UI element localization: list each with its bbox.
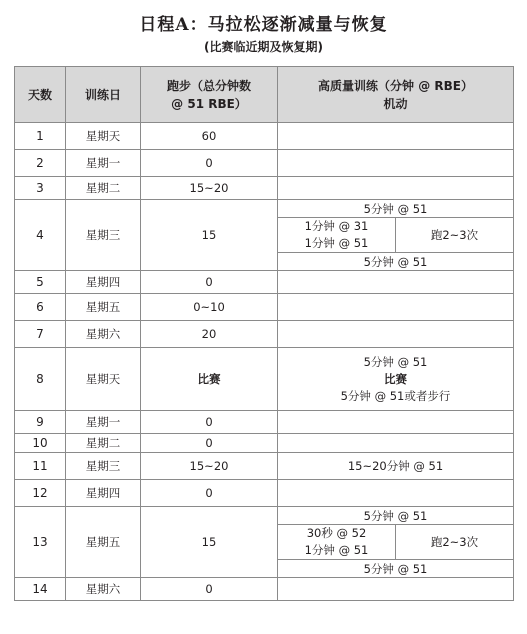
quality-interval	[278, 218, 396, 253]
quality-cell	[278, 434, 514, 453]
quality-repeat: 跑2~3次	[430, 535, 479, 549]
day-cell: 8	[15, 348, 66, 411]
page-title: 日程A：马拉松逐渐减量与恢复	[139, 15, 388, 35]
quality-cell	[278, 348, 514, 411]
weekday-cell: 星期六	[66, 578, 141, 601]
table-row	[15, 200, 514, 271]
day-cell: 5	[15, 271, 66, 294]
quality-subtable	[278, 507, 513, 577]
quality-cell	[278, 177, 514, 200]
table-row	[15, 150, 514, 177]
day-cell: 4	[15, 200, 66, 271]
schedule-table	[14, 66, 514, 601]
run-cell: 0	[141, 411, 278, 434]
day-cell: 10	[15, 434, 66, 453]
quality-cell	[278, 150, 514, 177]
header-quality	[278, 67, 514, 123]
run-cell: 0	[141, 434, 278, 453]
quality-cell	[278, 200, 514, 271]
run-cell: 0	[141, 150, 278, 177]
quality-warmup: 5分钟 @ 51	[278, 200, 513, 218]
weekday-cell: 星期一	[66, 150, 141, 177]
weekday-cell: 星期二	[66, 177, 141, 200]
table-row	[15, 578, 514, 601]
run-cell: 0	[141, 271, 278, 294]
run-cell: 0	[141, 578, 278, 601]
header-quality-line1: 高质量训练（分钟 @ RBE）	[318, 78, 473, 93]
day-cell: 1	[15, 123, 66, 150]
day-cell: 14	[15, 578, 66, 601]
quality-cooldown: 5分钟 @ 51	[278, 253, 513, 271]
table-row	[15, 271, 514, 294]
race-warmup: 5分钟 @ 51	[363, 354, 428, 369]
quality-warmup: 5分钟 @ 51	[278, 507, 513, 525]
weekday-cell: 星期五	[66, 507, 141, 578]
header-run	[141, 67, 278, 123]
day-cell: 13	[15, 507, 66, 578]
quality-interval-a: 30秒 @ 52	[306, 526, 367, 540]
race-label: 比赛	[384, 371, 407, 386]
weekday-cell: 星期天	[66, 348, 141, 411]
quality-cell	[278, 507, 514, 578]
run-cell: 0	[141, 480, 278, 507]
quality-cell	[278, 294, 514, 321]
table-row	[15, 434, 514, 453]
race-cooldown: 5分钟 @ 51或者步行	[340, 388, 451, 403]
weekday-cell: 星期五	[66, 294, 141, 321]
quality-repeat: 跑2~3次	[430, 228, 479, 242]
day-cell: 11	[15, 453, 66, 480]
quality-cell	[278, 578, 514, 601]
table-row	[15, 348, 514, 411]
header-run-line2: @ 51 RBE）	[171, 96, 247, 111]
run-cell: 15~20	[141, 177, 278, 200]
day-cell: 7	[15, 321, 66, 348]
weekday-cell: 星期四	[66, 480, 141, 507]
table-row	[15, 177, 514, 200]
weekday-cell: 星期一	[66, 411, 141, 434]
quality-cell	[278, 411, 514, 434]
quality-cell	[278, 480, 514, 507]
day-cell: 9	[15, 411, 66, 434]
weekday-cell: 星期六	[66, 321, 141, 348]
weekday-cell: 星期二	[66, 434, 141, 453]
table-row	[15, 321, 514, 348]
table-header-row	[15, 67, 514, 123]
weekday-cell: 星期四	[66, 271, 141, 294]
run-cell: 0~10	[141, 294, 278, 321]
weekday-cell: 星期天	[66, 123, 141, 150]
header-quality-line2: 机动	[383, 96, 408, 111]
table-row	[15, 294, 514, 321]
header-day: 天数	[15, 67, 66, 123]
run-cell: 20	[141, 321, 278, 348]
page-subtitle: (比赛临近期及恢复期)	[204, 40, 323, 54]
day-cell: 12	[15, 480, 66, 507]
quality-cooldown: 5分钟 @ 51	[278, 560, 513, 578]
header-run-line1: 跑步（总分钟数	[166, 78, 251, 93]
quality-interval-b: 1分钟 @ 51	[304, 236, 369, 250]
run-cell: 15	[141, 200, 278, 271]
day-cell: 2	[15, 150, 66, 177]
quality-subtable	[278, 200, 513, 270]
run-cell: 60	[141, 123, 278, 150]
table-row	[15, 411, 514, 434]
table-row	[15, 507, 514, 578]
quality-cell	[278, 271, 514, 294]
quality-interval	[278, 525, 396, 560]
weekday-cell: 星期三	[66, 200, 141, 271]
header-weekday: 训练日	[66, 67, 141, 123]
table-row	[15, 453, 514, 480]
run-cell: 15	[141, 507, 278, 578]
quality-cell: 15~20分钟 @ 51	[278, 453, 514, 480]
quality-interval-a: 1分钟 @ 31	[304, 219, 369, 233]
quality-cell	[278, 123, 514, 150]
day-cell: 6	[15, 294, 66, 321]
table-row	[15, 123, 514, 150]
run-cell: 比赛	[141, 348, 278, 411]
weekday-cell: 星期三	[66, 453, 141, 480]
table-row	[15, 480, 514, 507]
quality-cell	[278, 321, 514, 348]
run-cell: 15~20	[141, 453, 278, 480]
quality-interval-b: 1分钟 @ 51	[304, 543, 369, 557]
day-cell: 3	[15, 177, 66, 200]
